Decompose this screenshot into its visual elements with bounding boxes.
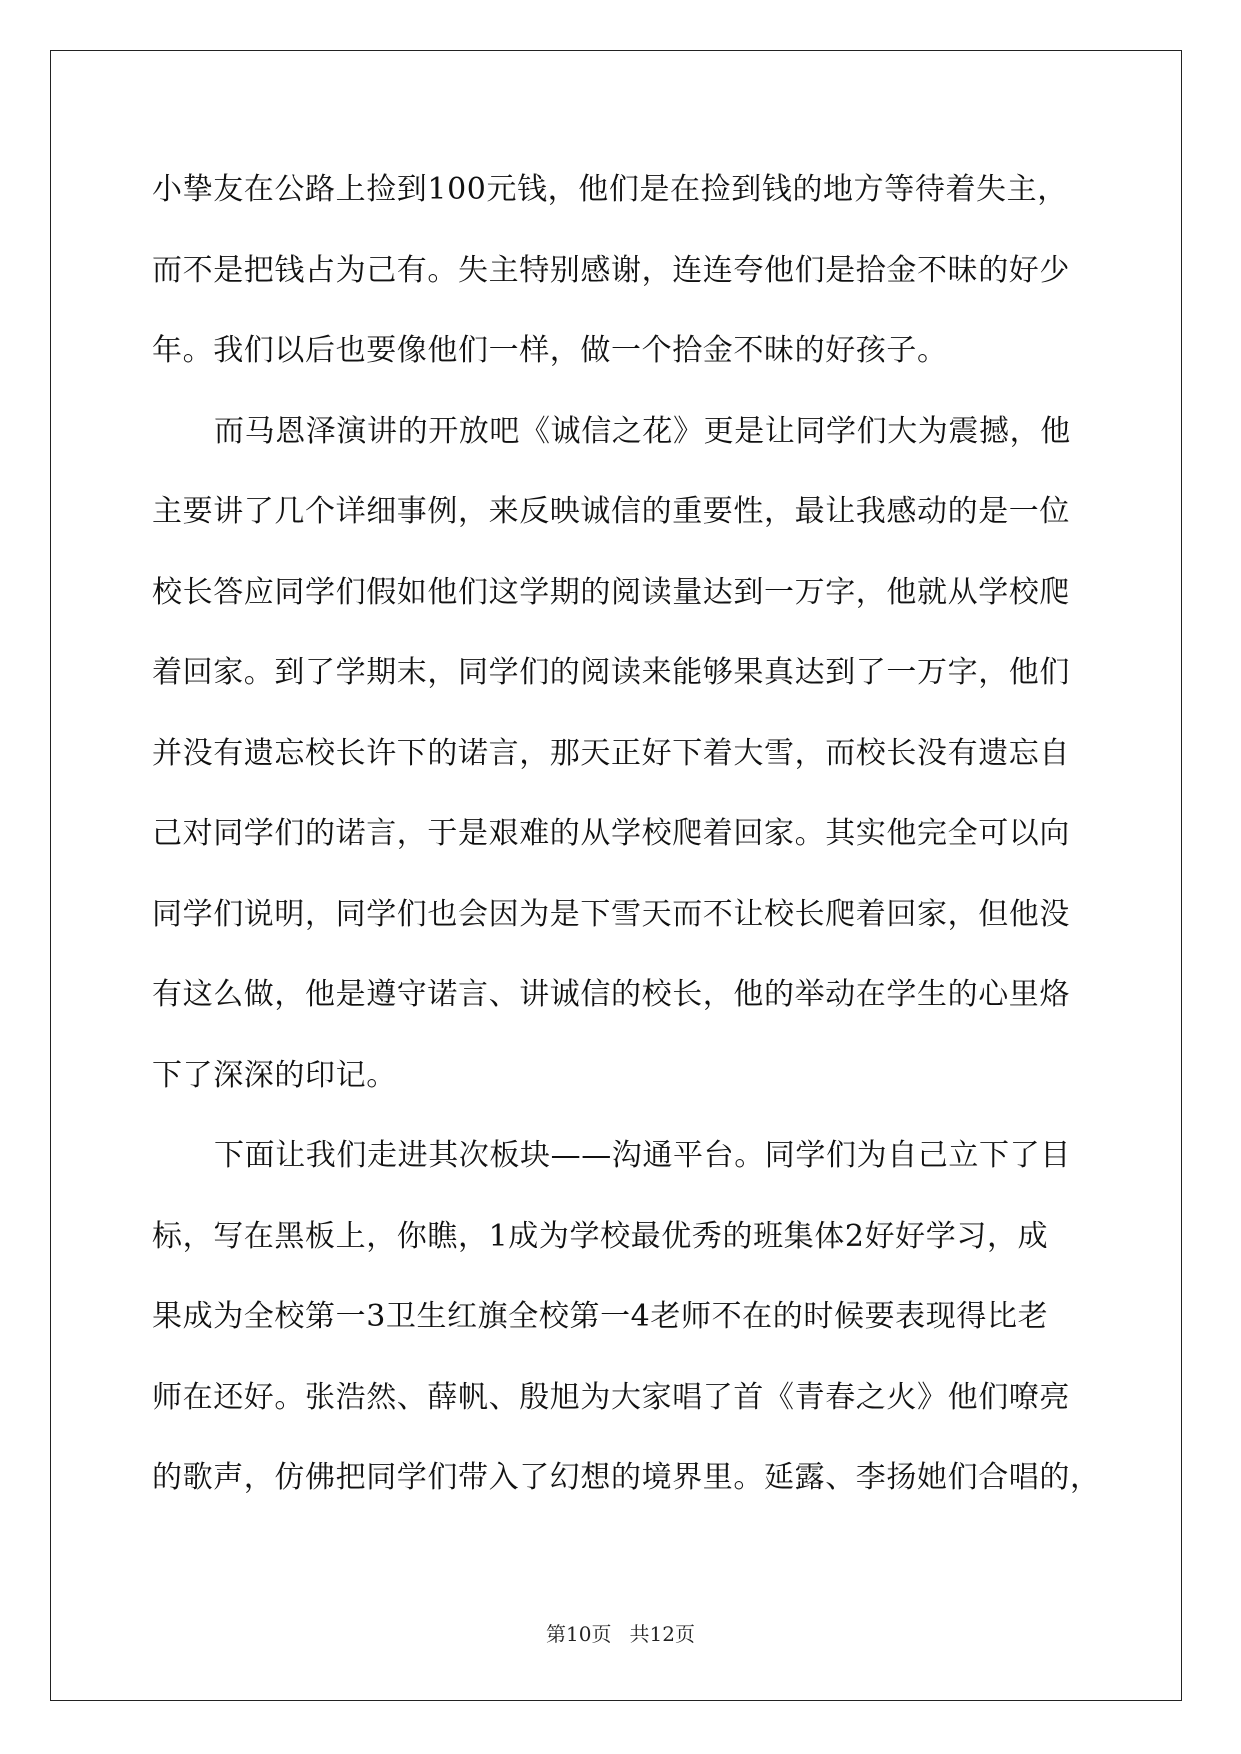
text-line: 并没有遗忘校长许下的诺言，那天正好下着大雪，而校长没有遗忘自 xyxy=(152,735,1070,771)
text-line: 的歌声，仿佛把同学们带入了幻想的境界里。延露、李扬她们合唱的， xyxy=(152,1460,1101,1495)
document-body xyxy=(152,166,1102,1535)
text-line: 主要讲了几个详细事例，来反映诚信的重要性，最让我感动的是一位 xyxy=(152,494,1070,529)
text-line: 着回家。到了学期末，同学们的阅读来能够果真达到了一万字，他们 xyxy=(152,655,1070,690)
text-line: 校长答应同学们假如他们这学期的阅读量达到一万字，他就从学校爬 xyxy=(152,574,1070,610)
text-line: 果成为全校第一3卫生红旗全校第一4老师不在的时候要表现得比老 xyxy=(152,1299,1049,1334)
text-line: 师在还好。张浩然、薛帆、殷旭为大家唱了首《青春之火》他们嘹亮 xyxy=(152,1379,1070,1415)
text-line: 己对同学们的诺言，于是艰难的从学校爬着回家。其实他完全可以向 xyxy=(152,816,1070,851)
paragraph-start-line: 下面让我们走进其次板块——沟通平台。同学们为自己立下了目 xyxy=(214,1138,1071,1173)
text-line: 同学们说明，同学们也会因为是下雪天而不让校长爬着回家，但他没 xyxy=(152,896,1070,932)
text-line: 有这么做，他是遵守诺言、讲诚信的校长，他的举动在学生的心里烙 xyxy=(152,977,1070,1012)
text-line: 年。我们以后也要像他们一样，做一个拾金不昧的好孩子。 xyxy=(152,333,948,368)
page-footer xyxy=(0,1618,1241,1647)
page-number-current: 第10页 xyxy=(546,1622,612,1646)
page-number-total: 共12页 xyxy=(629,1622,695,1646)
text-line: 而不是把钱占为己有。失主特别感谢，连连夸他们是拾金不昧的好少 xyxy=(152,252,1070,288)
text-line: 标，写在黑板上，你瞧，1成为学校最优秀的班集体2好好学习，成 xyxy=(152,1218,1049,1254)
text-line: 小挚友在公路上捡到100元钱，他们是在捡到钱的地方等待着失主， xyxy=(152,172,1068,207)
paragraph-start-line: 而马恩泽演讲的开放吧《诚信之花》更是让同学们大为震撼，他 xyxy=(214,413,1071,449)
text-line: 下了深深的印记。 xyxy=(152,1057,397,1093)
